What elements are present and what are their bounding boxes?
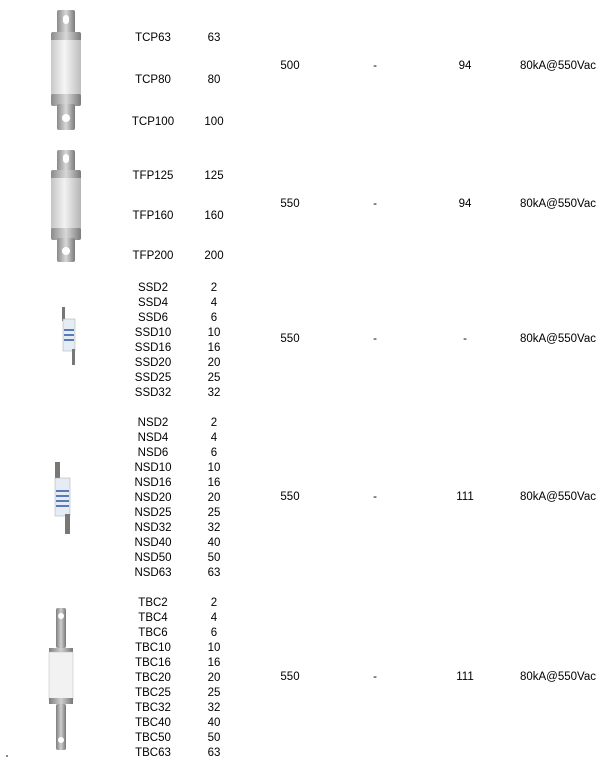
fuse-group-tfp bbox=[0, 140, 610, 275]
voltage-value: 550 bbox=[280, 491, 300, 503]
rating-value: 160 bbox=[204, 210, 224, 222]
bolted-fuse-large-icon bbox=[44, 150, 88, 262]
model-name: NSD6 bbox=[137, 447, 169, 459]
bolted-tag-fuse-long-icon bbox=[46, 608, 76, 752]
column4-value: - bbox=[373, 60, 377, 72]
model-name: TBC20 bbox=[135, 672, 171, 684]
model-name: SSD2 bbox=[137, 282, 169, 294]
rating-value: 63 bbox=[207, 567, 221, 579]
rating-value: 20 bbox=[207, 492, 221, 504]
rating-value: 125 bbox=[204, 170, 224, 182]
column5-value: 111 bbox=[456, 491, 474, 503]
breaking-capacity: 80kA@550Vac bbox=[519, 491, 597, 503]
breaking-capacity: 80kA@550Vac bbox=[519, 198, 597, 210]
rating-list bbox=[196, 416, 232, 581]
rating-value: 16 bbox=[207, 477, 221, 489]
rating-value: 6 bbox=[210, 312, 218, 324]
model-name: NSD10 bbox=[134, 462, 172, 474]
rating-value: 4 bbox=[210, 432, 218, 444]
column4-value: - bbox=[373, 333, 377, 345]
rating-value: 10 bbox=[207, 642, 221, 654]
rating-value: 6 bbox=[210, 627, 218, 639]
offset-tag-fuse-medium-icon bbox=[50, 460, 76, 536]
model-name: SSD10 bbox=[134, 327, 172, 339]
rating-value: 20 bbox=[207, 357, 221, 369]
breaking-capacity: 80kA@550Vac bbox=[519, 671, 597, 683]
rating-value: 40 bbox=[207, 537, 221, 549]
rating-value: 16 bbox=[207, 657, 221, 669]
rating-value: 50 bbox=[207, 552, 221, 564]
voltage-value: 550 bbox=[280, 671, 300, 683]
model-name: SSD4 bbox=[137, 297, 169, 309]
model-name: TBC10 bbox=[135, 642, 171, 654]
model-name: SSD16 bbox=[134, 342, 172, 354]
rating-value: 63 bbox=[207, 32, 221, 44]
model-list bbox=[120, 416, 186, 581]
column4-value: - bbox=[373, 198, 377, 210]
rating-value: 32 bbox=[207, 522, 221, 534]
model-name: NSD4 bbox=[137, 432, 169, 444]
rating-value: 16 bbox=[207, 342, 221, 354]
model-name: TFP160 bbox=[132, 210, 174, 222]
rating-value: 2 bbox=[210, 282, 218, 294]
fuse-group-nsd bbox=[0, 410, 610, 590]
model-name: TFP125 bbox=[132, 170, 174, 182]
rating-value: 32 bbox=[207, 702, 221, 714]
model-name: TCP63 bbox=[135, 32, 171, 44]
model-name: NSD32 bbox=[134, 522, 172, 534]
rating-value: 10 bbox=[207, 462, 221, 474]
model-name: NSD40 bbox=[134, 537, 172, 549]
rating-list bbox=[196, 17, 232, 143]
model-name: SSD6 bbox=[137, 312, 169, 324]
model-name: NSD20 bbox=[134, 492, 172, 504]
rating-value: 20 bbox=[207, 672, 221, 684]
model-name: TBC25 bbox=[135, 687, 171, 699]
bolted-fuse-large-icon bbox=[44, 10, 88, 132]
model-name: SSD32 bbox=[134, 387, 172, 399]
fuse-group-ssd bbox=[0, 275, 610, 410]
model-name: TBC63 bbox=[135, 747, 171, 759]
rating-value: 32 bbox=[207, 387, 221, 399]
rating-value: 10 bbox=[207, 327, 221, 339]
model-list bbox=[120, 596, 186, 761]
rating-value: 25 bbox=[207, 507, 221, 519]
voltage-value: 550 bbox=[280, 333, 300, 345]
rating-value: 100 bbox=[204, 116, 224, 128]
column4-value: - bbox=[373, 671, 377, 683]
model-name: TBC32 bbox=[135, 702, 171, 714]
model-name: SSD20 bbox=[134, 357, 172, 369]
rating-value: 40 bbox=[207, 717, 221, 729]
rating-value: 80 bbox=[207, 74, 221, 86]
rating-value: 25 bbox=[207, 687, 221, 699]
voltage-value: 500 bbox=[280, 60, 300, 72]
model-name: TBC6 bbox=[138, 627, 168, 639]
fuse-group-tcp bbox=[0, 0, 610, 140]
model-name: TBC50 bbox=[135, 732, 171, 744]
rating-value: 2 bbox=[210, 417, 218, 429]
model-name: TBC4 bbox=[138, 612, 168, 624]
column4-value: - bbox=[373, 491, 377, 503]
rating-value: 6 bbox=[210, 447, 218, 459]
rating-list bbox=[196, 281, 232, 401]
column5-value: 94 bbox=[458, 60, 472, 72]
model-name: NSD2 bbox=[137, 417, 169, 429]
model-name: TBC40 bbox=[135, 717, 171, 729]
rating-value: 25 bbox=[207, 372, 221, 384]
rating-list bbox=[196, 156, 232, 276]
model-list bbox=[120, 281, 186, 401]
model-name: NSD63 bbox=[134, 567, 172, 579]
model-name: TCP100 bbox=[131, 116, 175, 128]
rating-list bbox=[196, 596, 232, 761]
rating-value: 2 bbox=[210, 597, 218, 609]
model-name: TFP200 bbox=[132, 250, 174, 262]
column5-value: - bbox=[463, 333, 467, 345]
stray-dot bbox=[6, 755, 8, 757]
breaking-capacity: 80kA@550Vac bbox=[519, 60, 597, 72]
rating-value: 200 bbox=[204, 250, 224, 262]
rating-value: 4 bbox=[210, 297, 218, 309]
column5-value: 111 bbox=[456, 671, 474, 683]
model-name: TBC2 bbox=[138, 597, 168, 609]
fuse-group-tbc bbox=[0, 590, 610, 767]
rating-value: 50 bbox=[207, 732, 221, 744]
offset-tag-fuse-small-icon bbox=[58, 305, 80, 367]
breaking-capacity: 80kA@550Vac bbox=[519, 333, 597, 345]
model-list bbox=[120, 156, 186, 276]
voltage-value: 550 bbox=[280, 198, 300, 210]
column5-value: 94 bbox=[458, 198, 472, 210]
rating-value: 63 bbox=[207, 747, 221, 759]
model-name: TCP80 bbox=[135, 74, 171, 86]
rating-value: 4 bbox=[210, 612, 218, 624]
model-name: SSD25 bbox=[134, 372, 172, 384]
model-name: TBC16 bbox=[135, 657, 171, 669]
model-name: NSD16 bbox=[134, 477, 172, 489]
model-list bbox=[120, 17, 186, 143]
model-name: NSD50 bbox=[134, 552, 172, 564]
model-name: NSD25 bbox=[134, 507, 172, 519]
